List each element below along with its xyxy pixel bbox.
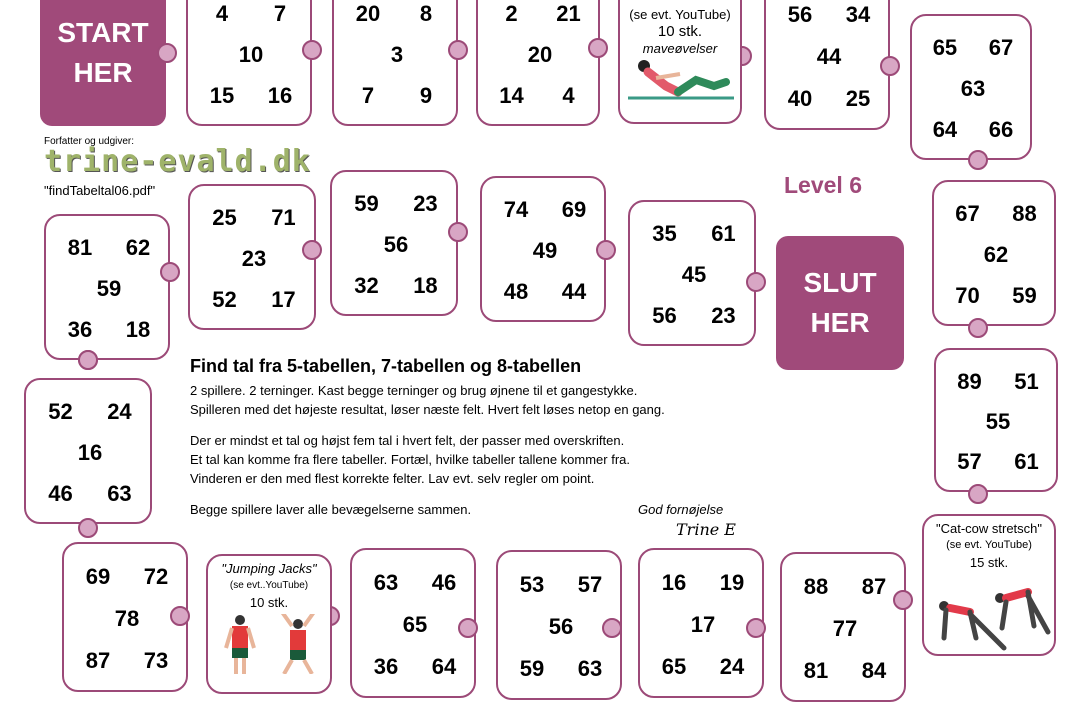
field-number: 63 [373,570,399,595]
instructions-line [190,488,760,500]
number-field [910,14,1032,160]
path-connector-dot [458,618,478,638]
number-field [476,0,600,126]
start-label-line1: START [57,17,149,48]
field-number: 18 [413,272,438,298]
exercise-text [924,520,1054,571]
field-number: 24 [719,654,745,679]
field-number: 69 [85,564,111,589]
field-number: 87 [85,648,111,673]
instructions-line: Et tal kan komme fra flere tabeller. Fortæl, hvilke tabeller tallene kommer fra. [190,452,631,467]
field-number: 36 [373,654,399,679]
path-connector-dot [78,518,98,538]
field-number: 67 [955,201,980,227]
field-number: 56 [548,614,574,639]
field-number: 40 [787,86,813,111]
field-number: 81 [803,658,829,683]
field-number: 65 [661,654,687,679]
number-field [638,548,764,698]
path-connector-dot [157,43,177,63]
field-number: 89 [957,368,982,394]
field-number: 2 [505,1,518,27]
field-number: 24 [107,399,132,425]
number-field [24,378,152,524]
finish-field [776,236,904,370]
field-number: 49 [532,238,558,263]
number-field [350,548,476,698]
exercise-text [620,6,740,57]
field-number: 57 [577,572,603,597]
path-connector-dot [448,40,468,60]
number-field [780,552,906,702]
field-number: 10 [238,42,264,67]
field-number: 23 [711,302,736,328]
field-number: 88 [1012,201,1037,227]
field-number: 14 [499,82,524,108]
exercise-name: maveøvelser [642,41,718,56]
exercise-name: "Cat-cow stretsch" [935,521,1043,536]
field-number: 64 [431,654,457,679]
field-number: 7 [273,1,287,27]
exercise-count: 10 stk. [249,595,289,610]
finish-label-line1: SLUT [803,267,877,298]
field-number: 56 [652,302,677,328]
path-connector-dot [746,618,766,638]
field-number: 55 [985,409,1011,434]
path-connector-dot [160,262,180,282]
number-field [44,214,170,360]
field-number: 65 [932,35,958,61]
path-connector-dot [893,590,913,610]
path-connector-dot [968,150,988,170]
number-field [480,176,606,322]
field-number: 17 [690,612,716,637]
field-number: 59 [519,656,545,681]
field-number: 18 [125,316,151,342]
field-number: 71 [271,205,296,231]
path-connector-dot [448,222,468,242]
number-field [932,180,1056,326]
field-number: 23 [413,191,438,217]
path-connector-dot [596,240,616,260]
field-number: 51 [1014,368,1039,394]
number-field [628,200,756,346]
field-number: 52 [48,399,73,425]
start-field [40,0,166,126]
exercise-source: (se evt. YouTube) [629,7,731,22]
cat-cow-figure-icon [930,578,1052,652]
field-number: 4 [562,82,575,108]
instructions-line: Vinderen er den med flest korrekte felter. Lav evt. selv regler om point. [190,471,595,486]
instructions-line: Der er mindst et tal og højst fem tal i hvert felt, der passer med overskriften. [190,433,625,448]
field-number: 16 [77,440,103,465]
field-number: 34 [845,2,871,27]
publisher-logo: trine-evald.dk [44,144,311,179]
field-number: 62 [983,242,1009,267]
number-field [330,170,458,316]
field-number: 17 [271,286,296,312]
field-number: 36 [67,316,93,342]
number-field [188,184,316,330]
crunch-figure-icon [626,52,736,102]
field-number: 9 [419,82,433,108]
jumping-jacks-figure-icon [214,614,326,674]
field-number: 70 [955,282,980,308]
file-name: "findTabeltal06.pdf" [44,183,156,198]
field-number: 61 [711,221,736,247]
instructions [190,356,760,519]
field-number: 67 [988,35,1014,61]
field-number: 74 [503,197,529,223]
field-number: 81 [67,235,93,261]
field-number: 63 [960,76,986,101]
field-number: 59 [96,276,122,301]
greeting: God fornøjelse [638,502,724,517]
field-number: 44 [816,44,842,69]
number-field [332,0,458,126]
number-field [934,348,1058,492]
finish-label-line2: HER [810,307,870,338]
exercise-count: 10 stk. [657,23,703,40]
exercise-field-catcow [922,514,1056,656]
field-number: 48 [503,278,529,304]
field-number: 53 [519,572,545,597]
field-number: 66 [988,116,1014,142]
path-connector-dot [746,272,766,292]
path-connector-dot [78,350,98,370]
path-connector-dot [602,618,622,638]
number-field [186,0,312,126]
field-number: 46 [431,570,457,595]
field-number: 63 [577,656,603,681]
field-number: 15 [209,82,235,108]
number-field [764,0,890,130]
field-number: 4 [215,1,229,27]
exercise-name: "Jumping Jacks" [221,561,317,576]
instructions-title: Find tal fra 5-tabellen, 7-tabellen og 8-tabellen [190,356,582,376]
field-number: 59 [354,191,379,217]
field-number: 84 [861,658,887,683]
field-number: 73 [143,648,169,673]
field-number: 72 [143,564,169,589]
instructions-line: Spilleren med det højeste resultat, løser næste felt. Hvert felt løses netop en gang. [190,402,665,417]
path-connector-dot [968,318,988,338]
field-number: 3 [390,42,404,67]
field-number: 62 [125,235,151,261]
field-number: 57 [957,449,982,475]
field-number: 88 [803,574,829,599]
field-number: 19 [719,570,745,595]
instructions-line: Begge spillere laver alle bevægelserne sammen. [190,502,472,517]
exercise-field-jumping-jacks [206,554,332,694]
path-connector-dot [588,38,608,58]
field-number: 21 [556,1,581,27]
field-number: 20 [355,1,381,27]
field-number: 20 [527,42,553,67]
field-number: 45 [681,262,707,287]
field-number: 56 [787,2,813,27]
field-number: 77 [832,616,858,641]
start-label-line2: HER [73,57,133,88]
instructions-line: 2 spillere. 2 terninger. Kast begge terninger og brug øjnene til et gangestykke. [190,383,638,398]
field-number: 46 [48,480,73,506]
field-number: 16 [267,82,293,108]
instructions-line [190,419,760,431]
field-number: 65 [402,612,428,637]
path-connector-dot [968,484,988,504]
exercise-source: (se evt. YouTube) [946,539,1032,551]
path-connector-dot [302,240,322,260]
field-number: 16 [661,570,687,595]
field-number: 8 [419,1,433,27]
field-number: 35 [652,221,677,247]
field-number: 25 [845,86,871,111]
field-number: 78 [114,606,140,631]
field-number: 87 [861,574,887,599]
exercise-count: 15 stk. [969,555,1009,570]
exercise-text [208,560,330,611]
path-connector-dot [170,606,190,626]
field-number: 32 [354,272,379,298]
field-number: 7 [361,82,375,108]
publisher-caption: Forfatter og udgiver: [44,136,135,147]
field-number: 61 [1014,449,1039,475]
exercise-field-core [618,0,742,124]
field-number: 63 [107,480,132,506]
level-label: Level 6 [784,172,862,198]
field-number: 56 [383,232,409,257]
exercise-source: (se evt..YouTube) [229,580,309,591]
field-number: 59 [1012,282,1037,308]
path-connector-dot [880,56,900,76]
field-number: 25 [212,205,237,231]
signature: Trine E [676,520,736,539]
field-number: 64 [932,116,958,142]
field-number: 23 [241,246,267,271]
field-number: 44 [561,278,587,304]
field-number: 69 [561,197,587,223]
path-connector-dot [302,40,322,60]
field-number: 52 [212,286,237,312]
